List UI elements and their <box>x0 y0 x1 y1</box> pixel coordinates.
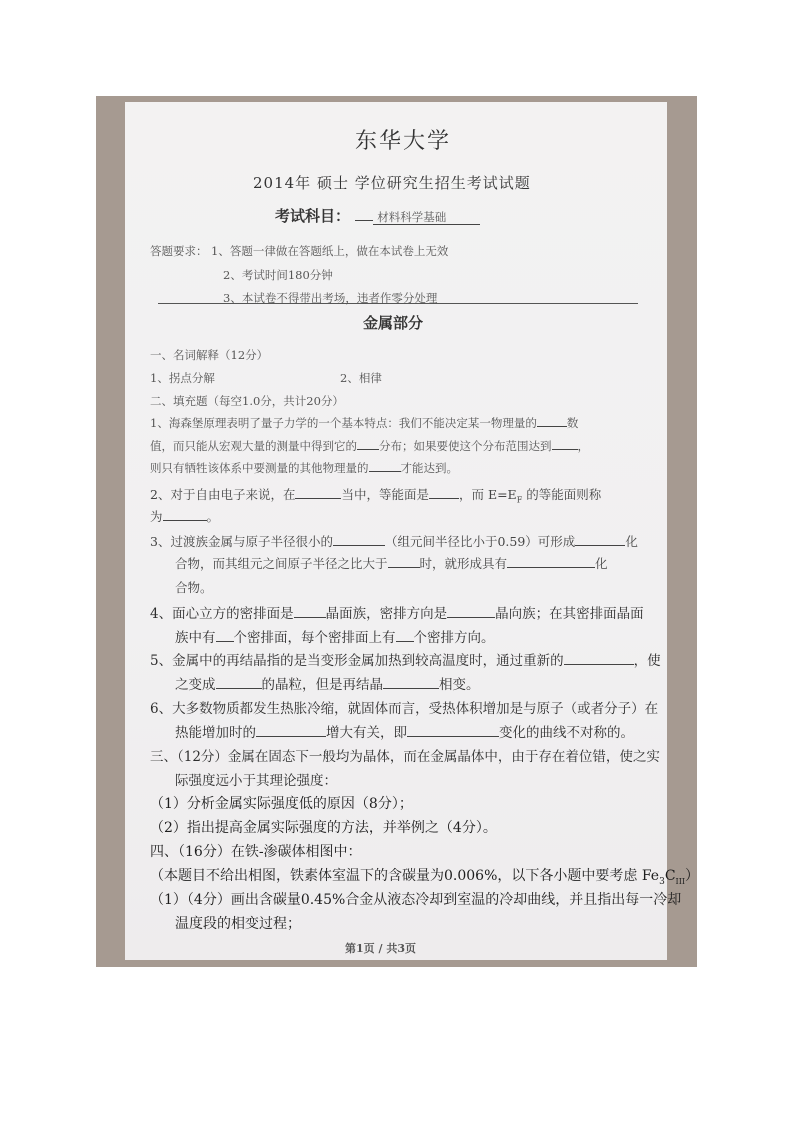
q2-1-line3: 则只有牺牲该体系中要测量的其他物理量的 才能达到。 <box>150 461 458 475</box>
exam-title: 2014年 硕士 学位研究生招生考试试题 <box>253 174 531 192</box>
q4-title: 四、（16分）在铁-渗碳体相图中： <box>150 844 362 860</box>
requirements-label: 答题要求： <box>150 244 208 258</box>
q2-1-line1: 1、海森堡原理表明了量子力学的一个基本特点：我们不能决定某一物理量的 数 <box>150 416 579 430</box>
q3-line2: 际强度远小于其理论强度： <box>175 773 337 789</box>
q2-6-line2: 热能增加时的 增大有关，即 变化的曲线不对称的。 <box>175 725 634 741</box>
q4-note: （本题目不给出相图，铁素体室温下的含碳量为0.006%，以下各小题中要考虑 $Fe_3C_{III}$） <box>150 868 700 887</box>
q2-6-line1: 6、大多数物质都发生热胀冷缩，就固体而言，受热体积增加是与原子（或者分子）在 <box>150 701 659 717</box>
page-footer: 第1页 / 共3页 <box>345 942 416 955</box>
q2-5-line2: 之变成 的晶粒，但是再结晶 相变。 <box>175 677 480 693</box>
q3-sub-2: （2）指出提高金属实际强度的方法，并举例之（4分）。 <box>150 820 497 836</box>
q4-1-line2: 温度段的相变过程； <box>175 916 301 932</box>
requirement-item-2: 2、考试时间180分钟 <box>223 268 333 282</box>
q2-title: 二、填充题（每空1.0分，共计20分） <box>150 394 344 408</box>
subject-value: 材料科学基础 <box>373 210 480 225</box>
requirement-item-1: 1、答题一律做在答题纸上，做在本试卷上无效 <box>211 244 449 258</box>
q1-item-2: 2、相律 <box>340 371 382 385</box>
q2-2-line2: 为 。 <box>150 509 220 524</box>
divider-line <box>158 303 638 304</box>
requirement-item-3: 3、本试卷不得带出考场，违者作零分处理 <box>223 291 438 305</box>
university-name: 东华大学 <box>355 129 452 154</box>
q2-4-line1: 4、面心立方的密排面是 晶面族，密排方向是 晶向族；在其密排面晶面 <box>150 606 644 622</box>
q2-5-line1: 5、金属中的再结晶指的是当变形金属加热到较高温度时，通过重新的 ，使 <box>150 653 661 669</box>
q2-3-line2: 合物，而其组元之间原子半径之比大于 时，就形成具有 化 <box>175 556 608 571</box>
q4-1-line1: （1）（4分）画出含碳量0.45%合金从液态冷却到室温的冷却曲线，并且指出每一冷却 <box>150 892 682 908</box>
q2-1-line2: 值，而只能从宏观大量的测量中得到它的 分布；如果要使这个分布范围达到 ， <box>150 439 589 453</box>
exam-paper <box>125 102 700 960</box>
section-title: 金属部分 <box>363 314 424 332</box>
subject-line <box>275 205 480 226</box>
q2-3-line1: 3、过渡族金属与原子半径很小的 （组元间半径比小于0.59）可形成 化 <box>150 534 638 549</box>
q1-item-1: 1、拐点分解 <box>150 371 215 385</box>
q2-3-line3: 合物。 <box>175 580 213 595</box>
subject-label: 考试科目： <box>275 207 351 225</box>
q2-2-line1: 2、对于自由电子来说，在 当中，等能面是 ，而 $E=E_F$ 的等能面则称 <box>150 487 602 505</box>
q1-title: 一、名词解释（12分） <box>150 348 269 362</box>
q3-line1: 三、（12分）金属在固态下一般均为晶体，而在金属晶体中，由于存在着位错，使之实 <box>150 749 660 765</box>
q3-sub-1: （1）分析金属实际强度低的原因（8分）； <box>150 796 413 812</box>
q2-4-line2: 族中有 个密排面，每个密排面上有 个密排方向。 <box>175 630 495 646</box>
